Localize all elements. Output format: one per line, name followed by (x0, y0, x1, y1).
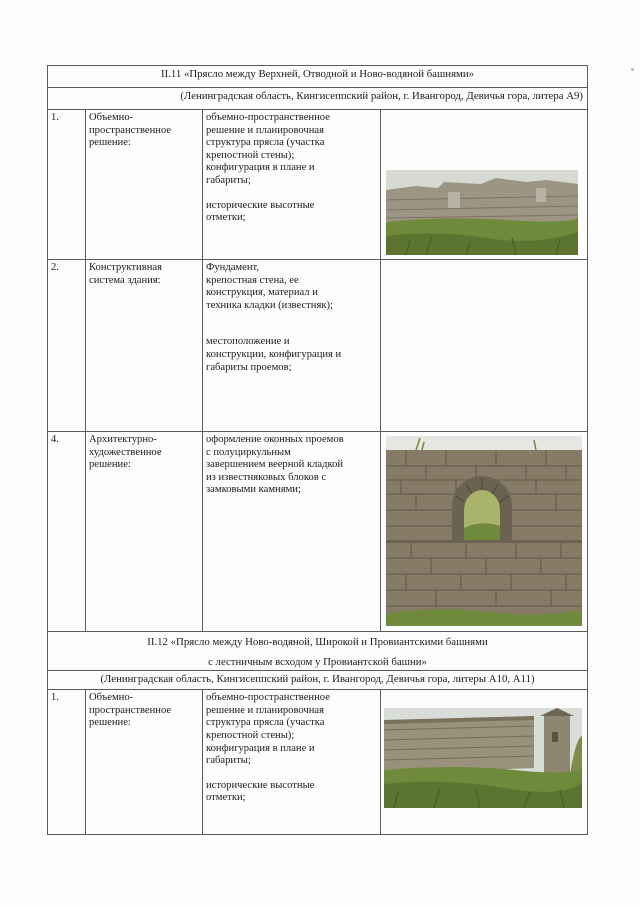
row-number: 2. (48, 260, 86, 432)
protection-subject-table (47, 65, 588, 835)
section-11-address: (Ленинградская область, Кингисеппский район, г. Ивангород, Девичья гора, литера А9) (48, 88, 588, 110)
section-12-address-row (48, 671, 588, 690)
table-row (48, 260, 588, 432)
section-12-address: (Ленинградская область, Кингисеппский район, г. Ивангород, Девичья гора, литеры А10, А11) (48, 671, 588, 690)
element-name: Архитектурно- художественное решение: (86, 432, 203, 632)
section-12-title: II.12 «Прясло между Ново-водяной, Широкой и Провиантскими башнями с лестничным всходом у Провиантской башни» (48, 632, 588, 671)
section-11-address-row (48, 88, 588, 110)
element-description: объемно-пространственное решение и планировочная структура прясла (участка крепостной стены); конфигурация в плане и габариты; исторические высотные отметки; (203, 110, 381, 260)
section-11-title: II.11 «Прясло между Верхней, Отводной и Ново-водяной башнями» (48, 66, 588, 88)
element-name: Объемно- пространственное решение: (86, 690, 203, 835)
element-name: Конструктивная система здания: (86, 260, 203, 432)
photo-cell (381, 110, 588, 260)
scan-speck (631, 68, 634, 71)
table-row (48, 432, 588, 632)
fortress-wall-photo (384, 708, 582, 808)
element-description: объемно-пространственное решение и планировочная структура прясла (участка крепостной стены); конфигурация в плане и габариты; исторические высотные отметки; (203, 690, 381, 835)
row-number: 1. (48, 110, 86, 260)
photo-cell (381, 432, 588, 632)
element-name: Объемно- пространственное решение: (86, 110, 203, 260)
table-row (48, 690, 588, 835)
photo-cell (381, 690, 588, 835)
element-description: оформление оконных проемов с полуциркульным завершением веерной кладкой из известняковых блоков с замковыми камнями; (203, 432, 381, 632)
empty-photo-cell (381, 260, 588, 432)
row-number: 1. (48, 690, 86, 835)
section-11-title-row (48, 66, 588, 88)
table-row (48, 110, 588, 260)
row-number: 4. (48, 432, 86, 632)
section-12-title-row (48, 632, 588, 671)
arched-window-photo (386, 436, 582, 626)
element-description: Фундамент, крепостная стена, ее конструкция, материал и техника кладки (известняк); местоположение и конструкции, конфигурация и габариты проемов; (203, 260, 381, 432)
wall-ruins-photo (386, 170, 578, 255)
